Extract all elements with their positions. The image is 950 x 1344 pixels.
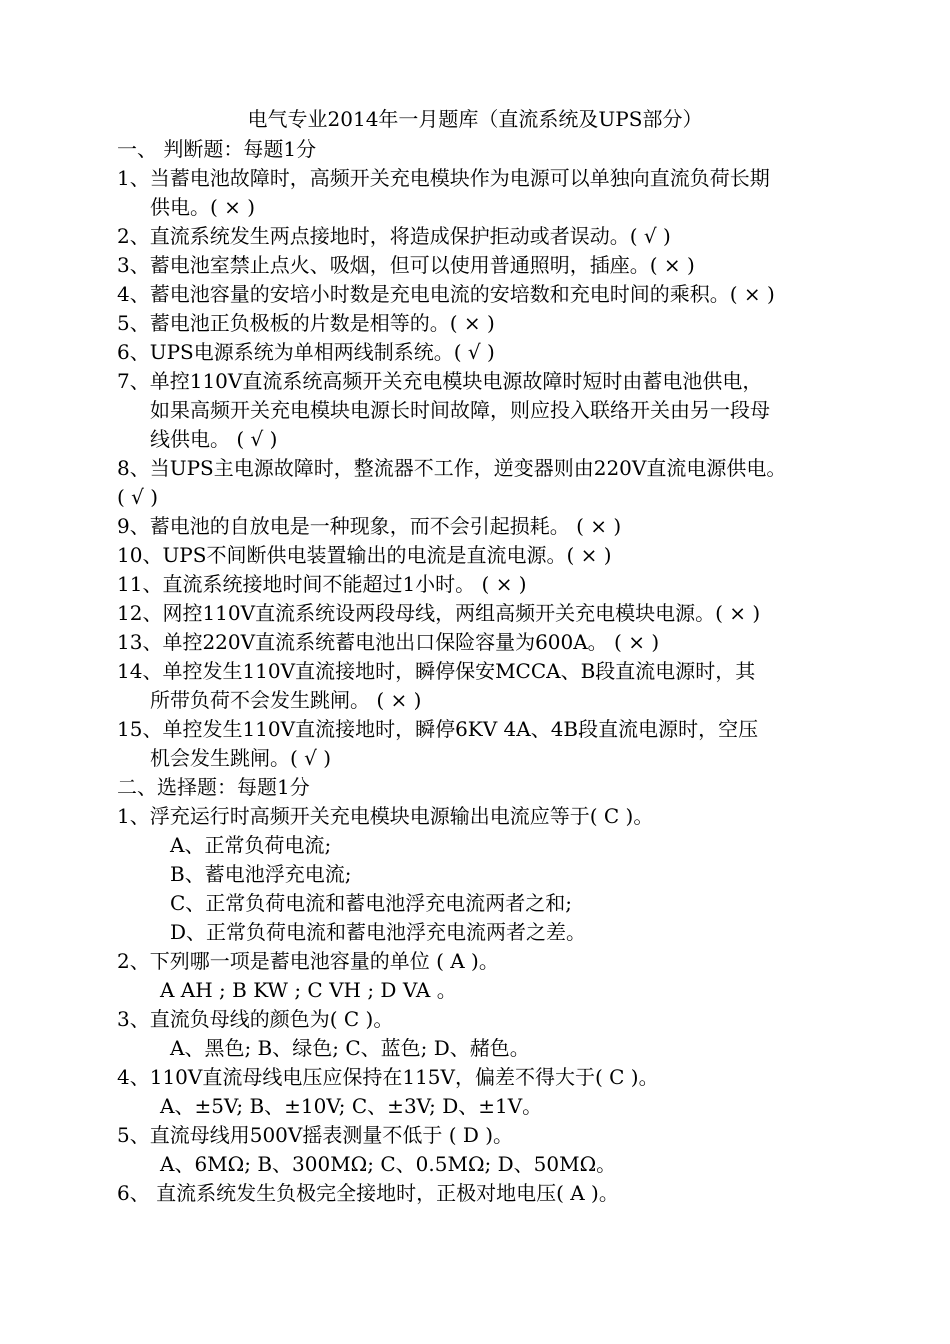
question-line: 机会发生跳闸。( √ ) bbox=[150, 746, 332, 770]
option-line: A AH ; B KW ; C VH ; D VA 。 bbox=[160, 978, 457, 1002]
question-line: 6、UPS电源系统为单相两线制系统。( √ ) bbox=[117, 340, 495, 364]
question-line: 1、当蓄电池故障时，高频开关充电模块作为电源可以单独向直流负荷长期 bbox=[117, 166, 770, 190]
option-line: A、黑色; B、绿色; C、蓝色; D、赭色。 bbox=[170, 1036, 530, 1060]
question-line: 5、直流母线用500V摇表测量不低于 ( D )。 bbox=[117, 1123, 514, 1147]
question-line: 3、蓄电池室禁止点火、吸烟，但可以使用普通照明，插座。( × ) bbox=[117, 253, 695, 277]
option-line: D、正常负荷电流和蓄电池浮充电流两者之差。 bbox=[170, 920, 587, 944]
question-line: 3、直流负母线的颜色为( C )。 bbox=[117, 1007, 394, 1031]
question-line: 7、单控110V直流系统高频开关充电模块电源故障时短时由蓄电池供电， bbox=[117, 369, 763, 393]
question-line: 13、单控220V直流系统蓄电池出口保险容量为600A。 ( × ) bbox=[117, 630, 660, 654]
question-line: 2、下列哪一项是蓄电池容量的单位 ( A )。 bbox=[117, 949, 499, 973]
question-line: 线供电。 ( √ ) bbox=[150, 427, 278, 451]
question-line: 10、UPS不间断供电装置输出的电流是直流电源。( × ) bbox=[117, 543, 612, 567]
section-heading-judgement: 一、 判断题：每题1分 bbox=[117, 137, 317, 161]
question-line: 所带负荷不会发生跳闸。 ( × ) bbox=[150, 688, 422, 712]
question-line: 6、 直流系统发生负极完全接地时，正极对地电压( A )。 bbox=[117, 1181, 619, 1205]
option-line: A、±5V; B、±10V; C、±3V; D、±1V。 bbox=[160, 1094, 543, 1118]
question-line: 供电。( × ) bbox=[150, 195, 256, 219]
question-line: 2、直流系统发生两点接地时，将造成保护拒动或者误动。( √ ) bbox=[117, 224, 671, 248]
question-line: 11、直流系统接地时间不能超过1小时。 ( × ) bbox=[117, 572, 527, 596]
question-line: 5、蓄电池正负极板的片数是相等的。( × ) bbox=[117, 311, 495, 335]
question-line: 8、当UPS主电源故障时，整流器不工作，逆变器则由220V直流电源供电。 bbox=[117, 456, 787, 480]
question-line: 14、单控发生110V直流接地时，瞬停保安MCCA、B段直流电源时，其 bbox=[117, 659, 756, 683]
section-heading-choice: 二、选择题：每题1分 bbox=[117, 775, 310, 799]
question-line: 1、浮充运行时高频开关充电模块电源输出电流应等于( C )。 bbox=[117, 804, 654, 828]
question-line: 4、蓄电池容量的安培小时数是充电电流的安培数和充电时间的乘积。( × ) bbox=[117, 282, 775, 306]
option-line: A、6MΩ; B、300MΩ; C、0.5MΩ; D、50MΩ。 bbox=[160, 1152, 617, 1176]
question-line: 如果高频开关充电模块电源长时间故障，则应投入联络开关由另一段母 bbox=[150, 398, 770, 422]
document-title: 电气专业2014年一月题库（直流系统及UPS部分） bbox=[247, 107, 703, 131]
option-line: C、正常负荷电流和蓄电池浮充电流两者之和; bbox=[170, 891, 573, 915]
question-line: 4、110V直流母线电压应保持在115V，偏差不得大于( C )。 bbox=[117, 1065, 659, 1089]
question-line: 9、蓄电池的自放电是一种现象，而不会引起损耗。 ( × ) bbox=[117, 514, 622, 538]
option-line: A、正常负荷电流; bbox=[170, 833, 332, 857]
question-line: ( √ ) bbox=[117, 485, 159, 509]
question-line: 15、单控发生110V直流接地时，瞬停6KV 4A、4B段直流电源时，空压 bbox=[117, 717, 759, 741]
option-line: B、蓄电池浮充电流; bbox=[170, 862, 352, 886]
question-line: 12、网控110V直流系统设两段母线，两组高频开关充电模块电源。( × ) bbox=[117, 601, 761, 625]
